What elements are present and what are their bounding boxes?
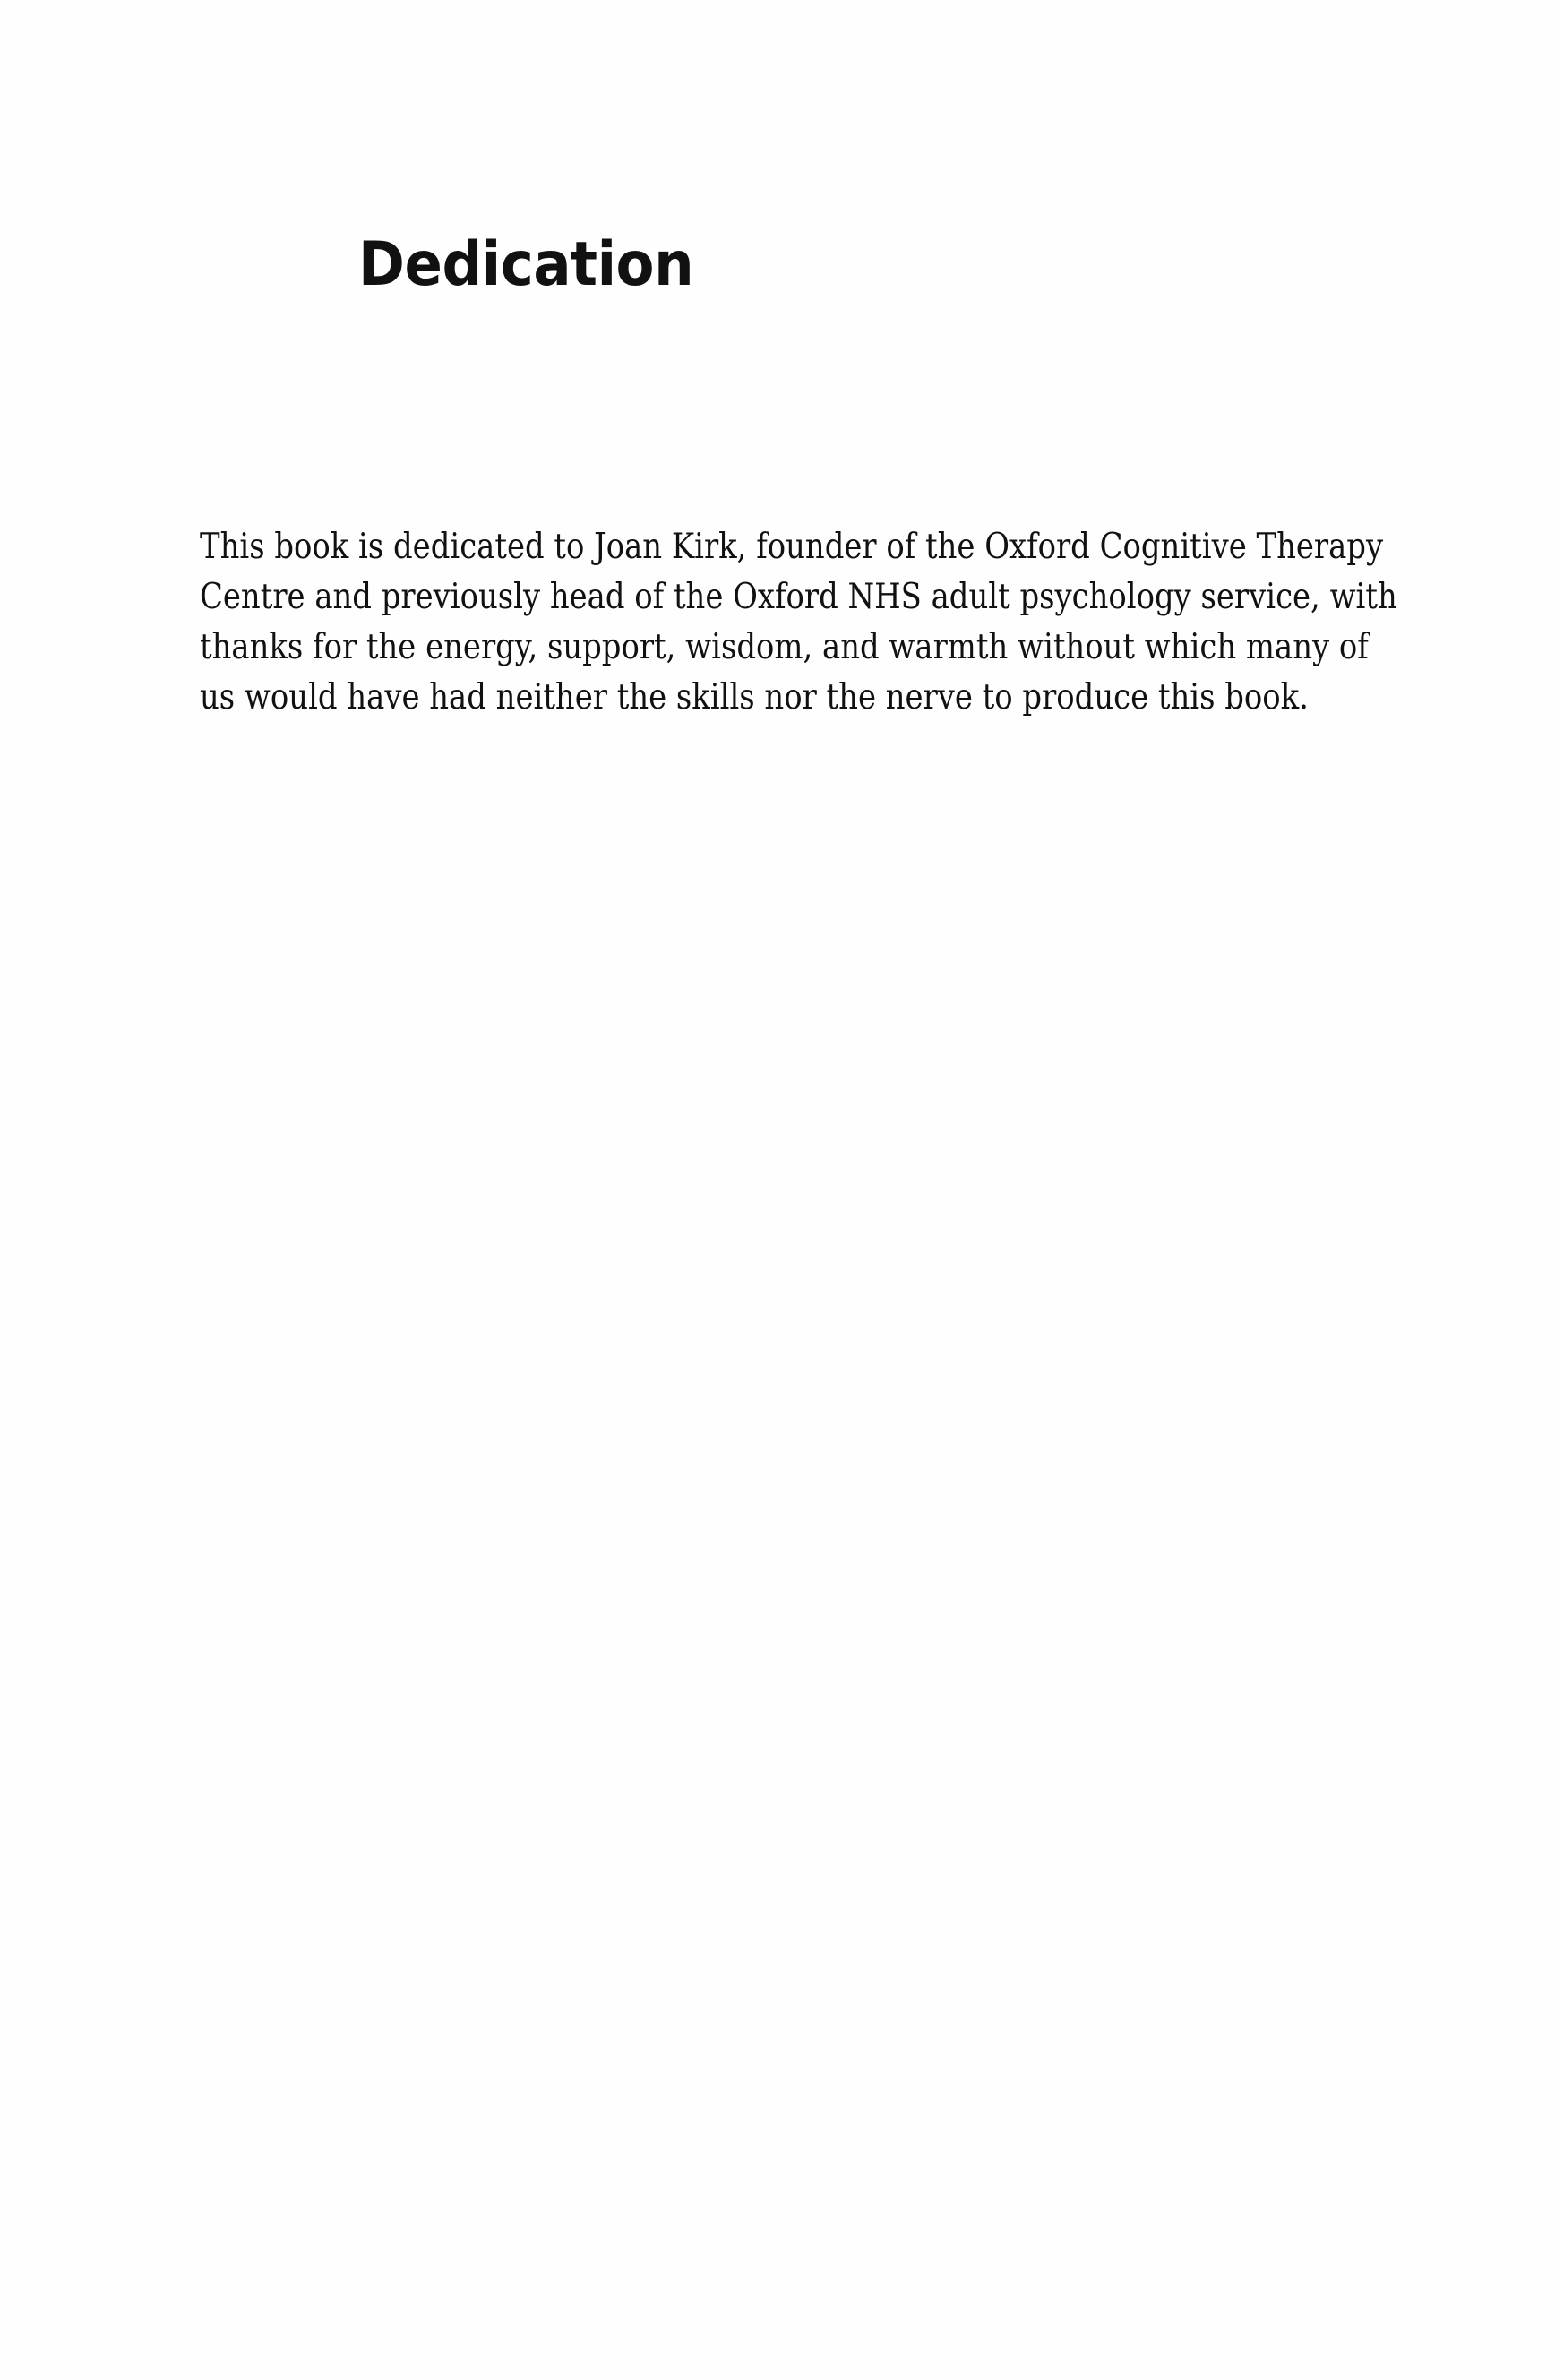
dedication-paragraph xyxy=(200,522,1397,723)
dedication-line-4: us would have had neither the skills nor the nerve to produce this book. xyxy=(200,677,1309,717)
page-title: Dedication xyxy=(358,229,694,300)
dedication-line-3: thanks for the energy, support, wisdom, and warmth without which many of xyxy=(200,627,1369,667)
dedication-line-2: Centre and previously head of the Oxford NHS adult psychology service, with xyxy=(200,577,1397,617)
dedication-line-1: This book is dedicated to Joan Kirk, founder of the Oxford Cognitive Therapy xyxy=(200,527,1384,567)
